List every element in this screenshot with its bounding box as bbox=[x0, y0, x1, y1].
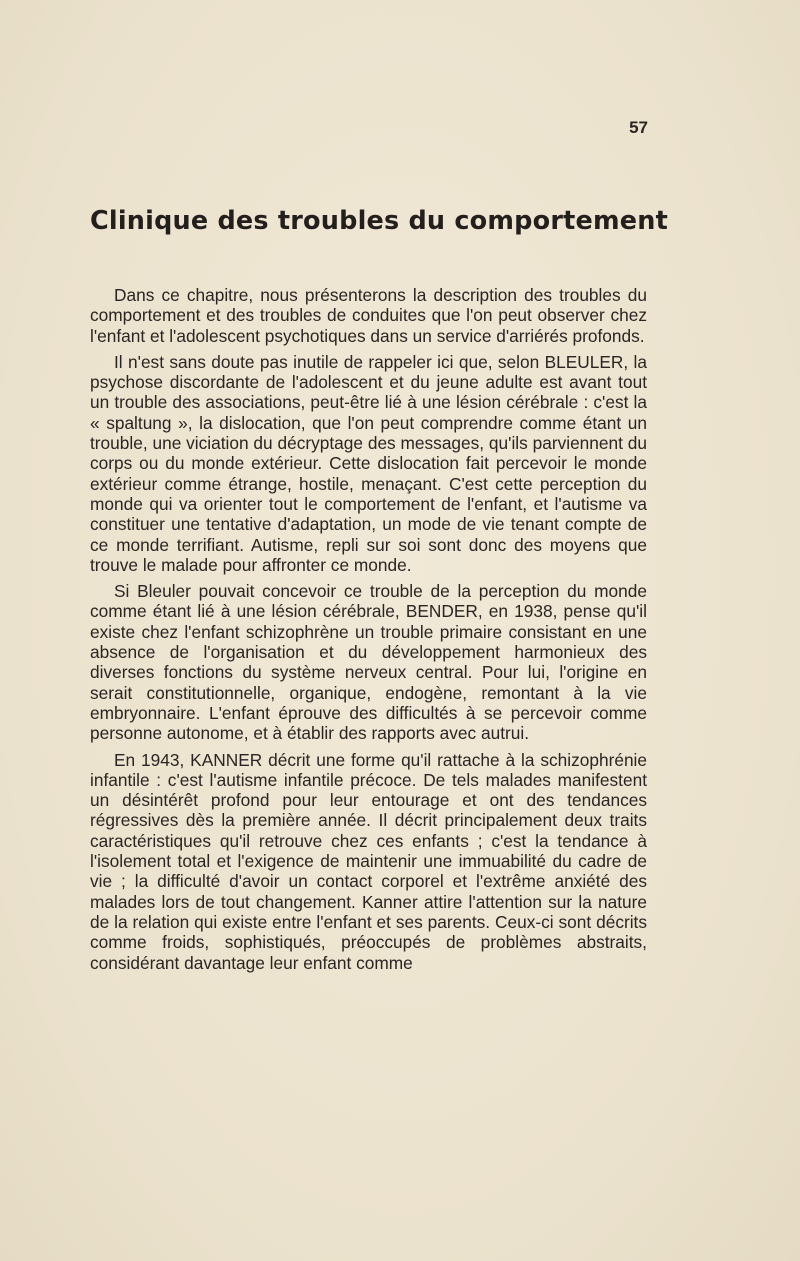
paragraph: Dans ce chapitre, nous présenterons la description des troubles du comportement et des troubles de conduites que l'on peut observer chez l'enfant et l'adolescent psychotiques dans un service d'arriérés profonds. bbox=[90, 285, 647, 346]
page-number: 57 bbox=[629, 118, 648, 137]
chapter-title: Clinique des troubles du comportement bbox=[90, 206, 668, 236]
body-text bbox=[90, 285, 647, 979]
paragraph: En 1943, KANNER décrit une forme qu'il rattache à la schizophrénie infantile : c'est l'autisme infantile précoce. De tels malades manifestent un désintérêt profond pour leur entourage et ont des tendances régressives dès la première année. Il décrit principalement deux traits caractéristiques qu'il retrouve chez ces enfants ; c'est la tendance à l'isolement total et l'exigence de maintenir une immuabilité du cadre de vie ; la difficulté d'avoir un contact corporel et l'extrême anxiété des malades lors de tout changement. Kanner attire l'attention sur la nature de la relation qui existe entre l'enfant et ses parents. Ceux-ci sont décrits comme froids, sophistiqués, préoccupés de problèmes abstraits, considérant davantage leur enfant comme bbox=[90, 749, 647, 973]
paragraph: Il n'est sans doute pas inutile de rappeler ici que, selon BLEULER, la psychose discordante de l'adolescent et du jeune adulte est avant tout un trouble des associations, peut-être lié à une lésion cérébrale : c'est la « spaltung », la dislocation, que l'on peut comprendre comme étant un trouble, une viciation du décryptage des messages, qu'ils parviennent du corps ou du monde extérieur. Cette dislocation fait percevoir le monde extérieur comme étrange, hostile, menaçant. C'est cette perception du monde qui va orienter tout le comportement de l'enfant, et l'autisme va constituer une tentative d'adaptation, un mode de vie tenant compte de ce monde terrifiant. Autisme, repli sur soi sont donc des moyens que trouve le malade pour affronter ce monde. bbox=[90, 351, 647, 575]
paragraph: Si Bleuler pouvait concevoir ce trouble de la perception du monde comme étant lié à une lésion cérébrale, BENDER, en 1938, pense qu'il existe chez l'enfant schizophrène un trouble primaire consistant en une absence de l'organisation et du développement harmonieux des diverses fonctions du système nerveux central. Pour lui, l'origine en serait constitutionnelle, organique, endogène, remontant à la vie embryonnaire. L'enfant éprouve des difficultés à se percevoir comme personne autonome, et à établir des rapports avec autrui. bbox=[90, 581, 647, 744]
